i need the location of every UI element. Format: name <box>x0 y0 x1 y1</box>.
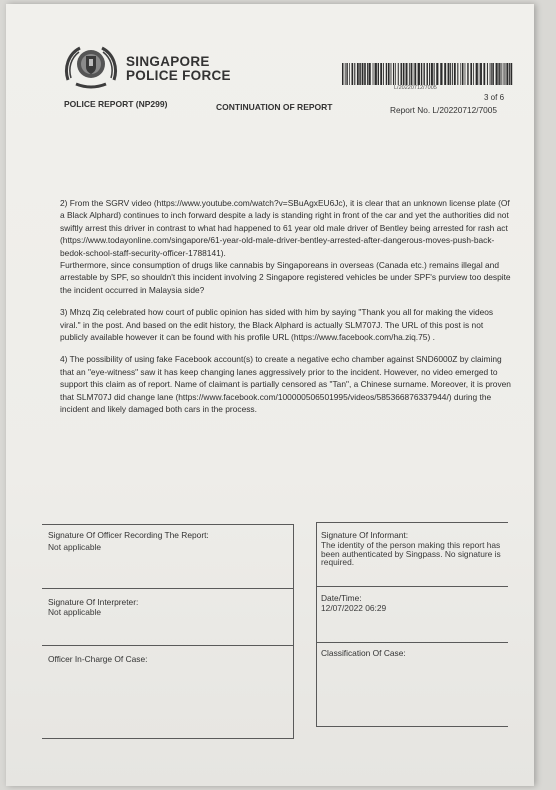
report-number: Report No. L/20220712/7005 <box>390 105 498 115</box>
paragraph-text: 3) Mhzq Ziq celebrated how court of public opinion has sided with him by saying "Thank you all for making the videos viral." in the post. And based on the edit history, the Black Alphard is actually SLM707J. The URL of this post is not publicly available however it can be found with his profile URL (https://www.facebook.com/ha.ziq.75) . <box>60 307 494 343</box>
barcode-text: L/20220712/7005 <box>394 85 437 91</box>
in-charge-cell <box>48 655 288 665</box>
interpreter-signature-value: Not applicable <box>48 606 102 617</box>
page-indicator: 3 of 6 <box>484 93 505 102</box>
classification-label: Classification Of Case: <box>321 648 406 658</box>
paragraph-text: 2) From the SGRV video (https://www.youtube.com/watch?v=SBuAgxEU6Jc), it is clear that an unknown license plate (Of a Black Alphard) continues to inch forward despite a lady is standing right in front of the car and yet the authorities did not swiftly arrest this driver in contrast to what had happened to 61 year old male driver of Bentley being arrested for rash act (https://www.todayonline.com/singapore/61-year-old-male-driver-bentley-arrested-after-dangerous-moves-push-back-bedok-school-staff-security-officer-1788141). <box>60 198 510 258</box>
datetime-value: 12/07/2022 06:29 <box>321 602 387 613</box>
divider <box>42 645 294 646</box>
barcode-icon <box>342 63 514 87</box>
paragraph-text: 4) The possibility of using fake Facebook account(s) to create a negative echo chamber against SND6000Z by claiming that an "eye-witness" saw it has keep changing lanes aggressively prior to the incident. However, no video emerged to support this claim as of report. Name of claimant is partially censored as "Tan", a Chinese surname. Moreover, it is proven that SLM707J did change lane (https://www.facebook.com/100000506501995/videos/585366876337944/) during the incident and likely damaged both cars in the process. <box>60 354 511 415</box>
divider <box>42 738 294 739</box>
divider <box>293 524 294 739</box>
paragraph-4 <box>60 353 512 415</box>
organisation-name <box>126 55 231 83</box>
org-line-2: POLICE FORCE <box>126 68 231 83</box>
officer-in-charge-label: Officer In-Charge Of Case: <box>48 654 148 664</box>
officer-signature-value: Not applicable <box>48 541 102 552</box>
officer-signature-label: Signature Of Officer Recording The Report: <box>48 530 209 540</box>
police-crest-icon <box>62 40 120 90</box>
divider <box>316 642 508 643</box>
divider <box>42 524 294 525</box>
continuation-heading: CONTINUATION OF REPORT <box>216 102 333 112</box>
org-line-1: SINGAPORE <box>126 54 210 69</box>
datetime-cell <box>321 594 507 613</box>
informant-cell <box>321 531 507 567</box>
datetime-label: Date/Time: <box>321 593 362 603</box>
interpreter-signature-label: Signature Of Interpreter: <box>48 597 139 607</box>
divider <box>316 522 508 523</box>
report-page <box>6 4 534 786</box>
interpreter-cell <box>48 598 288 617</box>
officer-cell <box>48 531 288 552</box>
report-type: POLICE REPORT (NP299) <box>64 99 168 109</box>
paragraph-2 <box>60 197 512 296</box>
divider <box>316 726 508 727</box>
informant-signature-label: Signature Of Informant: <box>321 530 409 540</box>
divider <box>42 588 294 589</box>
divider <box>316 522 317 727</box>
paragraph-text: Furthermore, since consumption of drugs like cannabis by Singaporeans in overseas (Canada etc.) remains illegal and arrestable by SPF, so shouldn't this incident involving 2 Singapore registered vehicles be under SPF's purview too despite the incident occurred in Malaysia side? <box>60 260 511 295</box>
paragraph-3 <box>60 306 512 343</box>
classification-cell <box>321 649 507 659</box>
divider <box>316 586 508 587</box>
informant-signature-value: The identity of the person making this report has been authenticated by Singpass. No signature is required. <box>321 539 501 568</box>
report-body <box>60 197 512 426</box>
